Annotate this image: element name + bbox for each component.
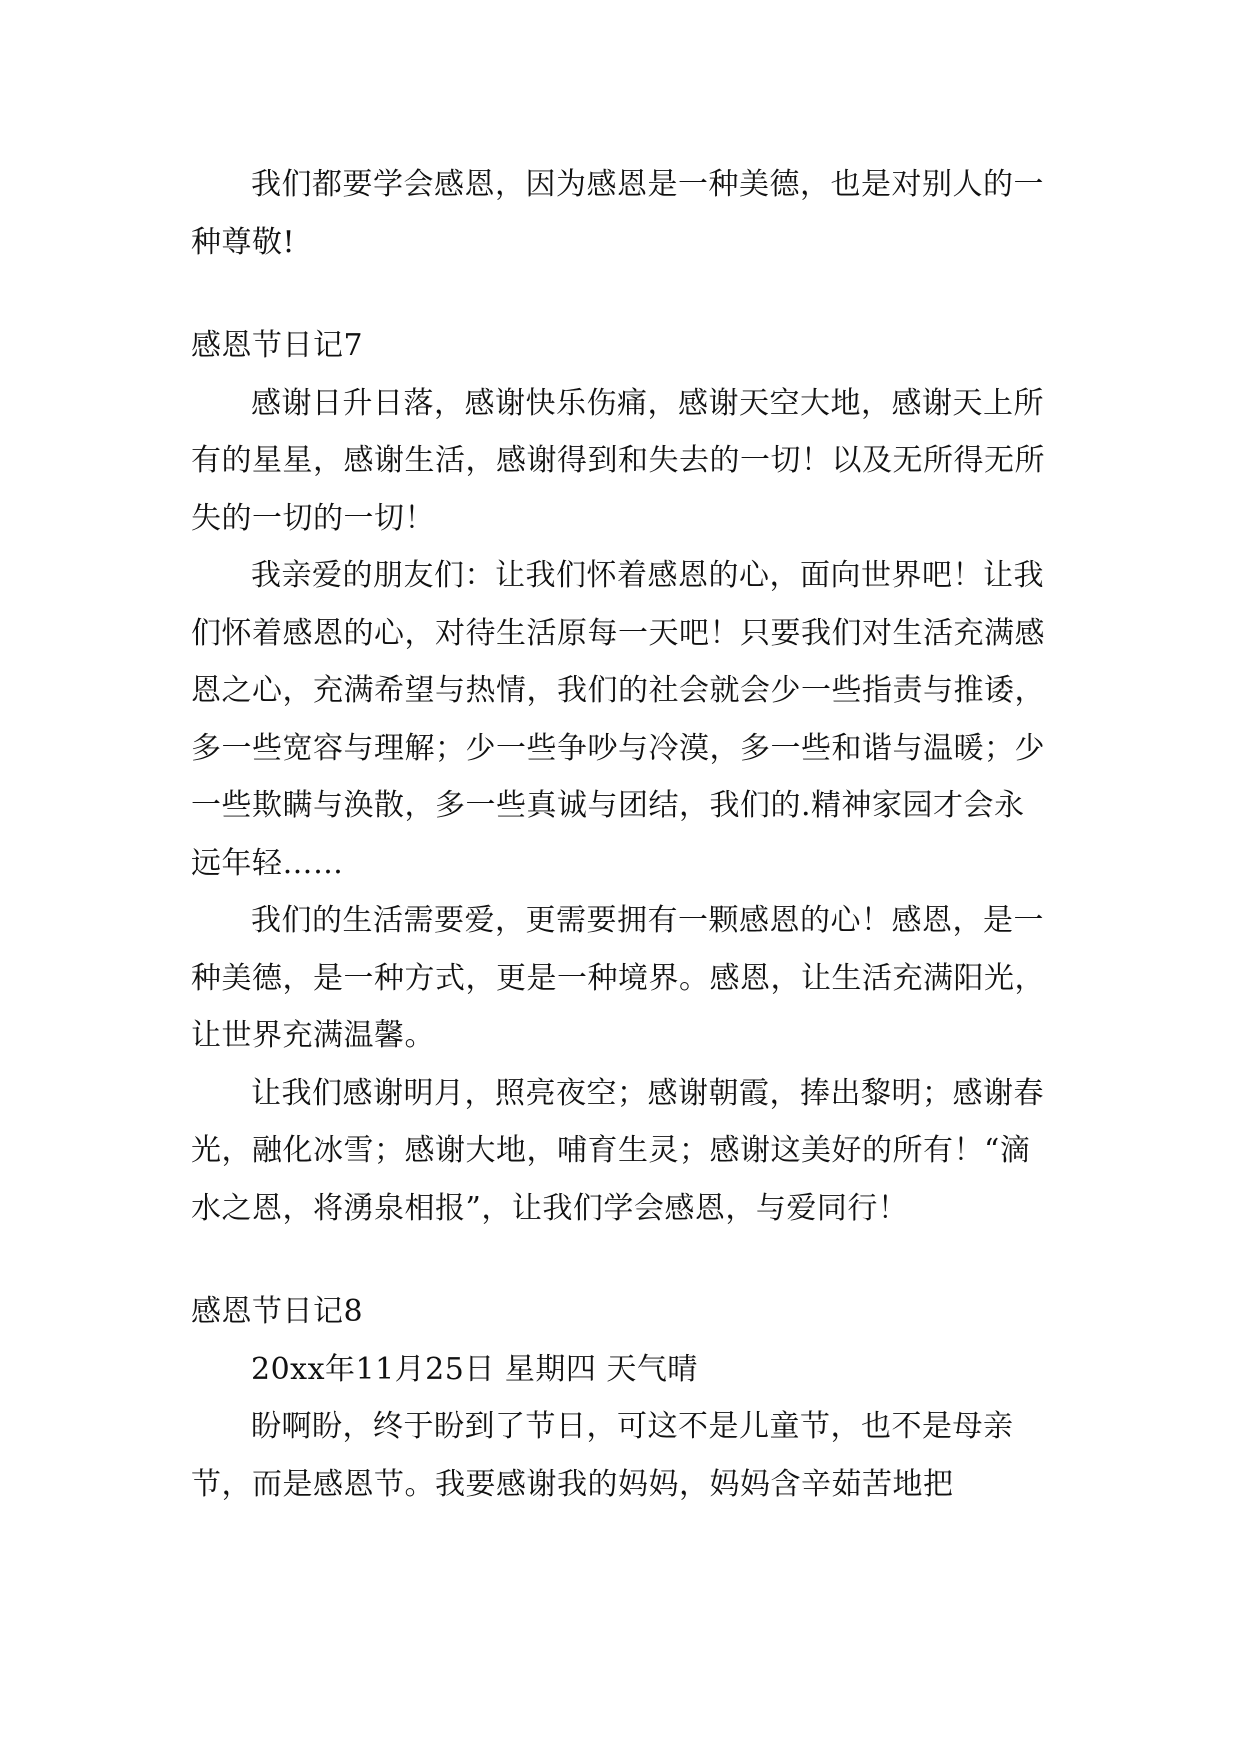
paragraph: 我们的生活需要爱，更需要拥有一颗感恩的心！感恩，是一种美德，是一种方式，更是一种境界。感恩，让生活充满阳光，让世界充满温馨。 [191,903,1045,1053]
paragraph: 让我们感谢明月，照亮夜空；感谢朝霞，捧出黎明；感谢春光，融化冰雪；感谢大地，哺育生灵；感谢这美好的所有！“滴水之恩，将湧泉相报”，让我们学会感恩，与爱同行！ [191,1075,1044,1226]
document-body [191,156,1051,1513]
section-heading-diary-7: 感恩节日记7 [191,328,364,363]
diary-date-line: 20xx年11月25日 星期四 天气晴 [251,1351,698,1387]
section-heading-diary-8: 感恩节日记8 [191,1294,364,1329]
paragraph: 我们都要学会感恩，因为感恩是一种美德，也是对别人的一种尊敬! [191,167,1044,260]
paragraph: 感谢日升日落，感谢快乐伤痛，感谢天空大地，感谢天上所有的星星，感谢生活，感谢得到和失去的一切！以及无所得无所失的一切的一切！ [191,385,1045,536]
paragraph: 盼啊盼，终于盼到了节日，可这不是儿童节，也不是母亲节，而是感恩节。我要感谢我的妈妈，妈妈含辛茹苦地把 [191,1409,1014,1502]
paragraph: 我亲爱的朋友们：让我们怀着感恩的心，面向世界吧！让我们怀着感恩的心，对待生活原每一天吧！只要我们对生活充满感恩之心，充满希望与热情，我们的社会就会少一些指责与推诿，多一些宽容与理解；少一些争吵与冷漠，多一些和谐与温暖；少一些欺瞒与涣散，多一些真诚与团结，我们的.精神家园才会永远年轻…… [191,558,1045,881]
